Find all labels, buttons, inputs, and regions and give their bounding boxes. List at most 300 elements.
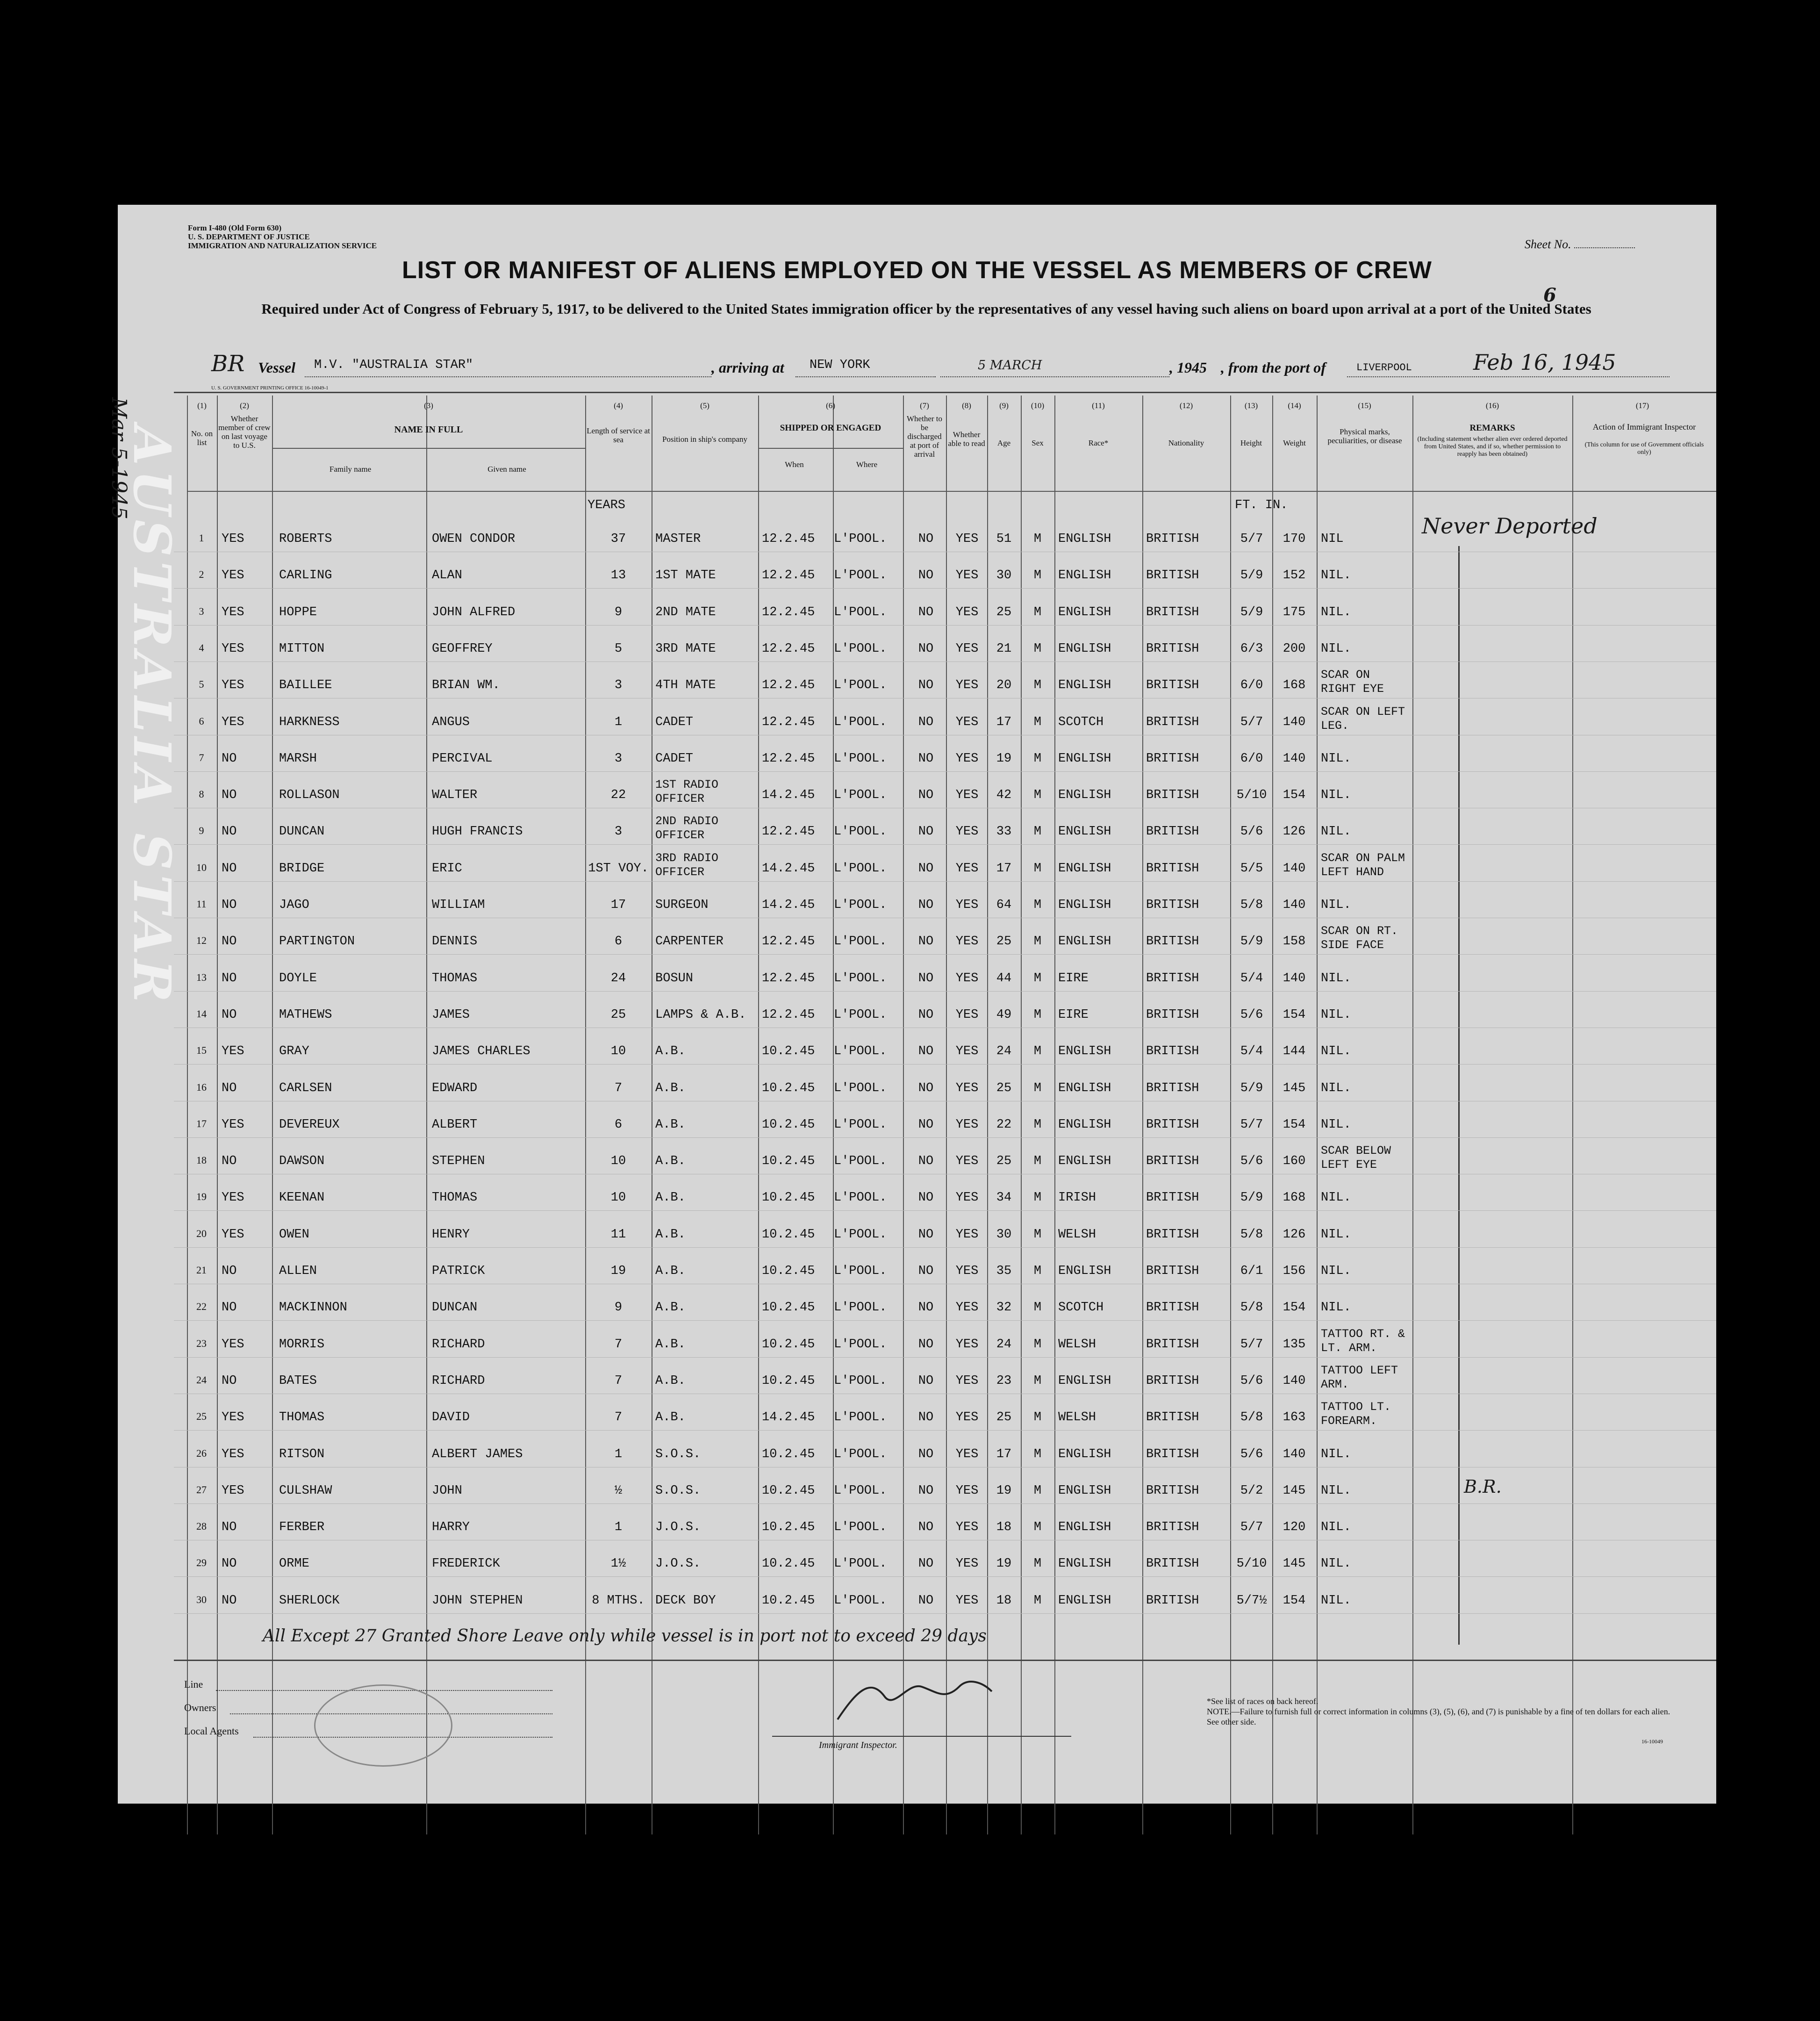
column-number: (3)	[424, 401, 433, 410]
cell-age: 19	[996, 1483, 1012, 1498]
cell-pos: 3RD RADIO OFFICER	[655, 851, 719, 879]
cell-read: YES	[955, 568, 979, 583]
cell-fam: CARLING	[279, 568, 332, 583]
sheet-number-field	[1525, 237, 1635, 252]
cell-dis: NO	[918, 935, 934, 949]
cell-race: ENGLISH	[1058, 532, 1111, 546]
cell-fam: ROBERTS	[279, 532, 332, 546]
cell-wt: 154	[1283, 788, 1306, 803]
cell-ht: 5/5	[1240, 861, 1263, 876]
column-number: (17)	[1635, 401, 1649, 410]
cell-wt: 168	[1283, 1191, 1306, 1205]
cell-v: YES	[222, 1410, 244, 1425]
column-number: (6)	[826, 401, 835, 410]
cell-fam: DEVEREUX	[279, 1117, 340, 1132]
cell-race: ENGLISH	[1058, 898, 1111, 912]
cell-race: ENGLISH	[1058, 751, 1111, 766]
cell-dis: NO	[918, 1593, 934, 1608]
cell-when: 10.2.45	[762, 1557, 815, 1571]
cell-v: NO	[222, 1007, 237, 1022]
form-code: 16-10049	[1641, 1738, 1663, 1745]
cell-ht: 6/0	[1240, 678, 1263, 693]
cell-phys: NIL.	[1321, 1007, 1351, 1022]
cell-phys: NIL.	[1321, 1264, 1351, 1278]
cell-wt: 154	[1283, 1593, 1306, 1608]
cell-wt: 140	[1283, 1374, 1306, 1388]
cell-wt: 126	[1283, 825, 1306, 839]
cell-sex: M	[1033, 861, 1042, 876]
cell-pos: A.B.	[655, 1154, 686, 1169]
cell-nat: BRITISH	[1146, 1557, 1199, 1571]
page-subtitle: Required under Act of Congress of February 5, 1917, to be delivered to the United States immigration officer by the representatives of any vessel having such aliens on board upon arrival at a port of the United States	[261, 301, 1591, 317]
cell-fam: KEENAN	[279, 1191, 325, 1205]
cell-fam: BRIDGE	[279, 861, 325, 876]
cell-wt: 160	[1283, 1154, 1306, 1169]
cell-n: 7	[199, 751, 204, 763]
cell-read: YES	[955, 971, 979, 985]
cell-when: 12.2.45	[762, 1007, 815, 1022]
cell-fam: GRAY	[279, 1044, 309, 1059]
ditto-line	[1458, 546, 1460, 1645]
row-rule	[174, 1320, 1716, 1321]
cell-ht: 5/7	[1240, 1520, 1263, 1535]
cell-wt: 126	[1283, 1227, 1306, 1242]
cell-age: 51	[996, 532, 1012, 546]
row-rule	[174, 588, 1716, 589]
cell-dis: NO	[918, 1301, 934, 1315]
cell-v: YES	[222, 641, 244, 656]
cell-v: YES	[222, 1227, 244, 1242]
cell-where: L'POOL.	[834, 715, 887, 729]
cell-fam: DUNCAN	[279, 825, 325, 839]
cell-phys: NIL.	[1321, 1081, 1351, 1095]
cell-svc: 1½	[610, 1557, 626, 1571]
cell-fam: MARSH	[279, 751, 317, 766]
cell-phys: NIL.	[1321, 825, 1351, 839]
column-number: (9)	[999, 401, 1009, 410]
cell-nat: BRITISH	[1146, 1410, 1199, 1425]
header-action: Action of Immigrant Inspector	[1592, 422, 1696, 432]
cell-wt: 140	[1283, 751, 1306, 766]
cell-pos: J.O.S.	[655, 1557, 701, 1571]
cell-n: 19	[196, 1191, 207, 1203]
vessel-info-line	[118, 350, 1716, 377]
cell-phys: NIL.	[1321, 1447, 1351, 1461]
cell-age: 30	[996, 568, 1012, 583]
cell-fam: BATES	[279, 1374, 317, 1388]
cell-sex: M	[1033, 935, 1042, 949]
cell-svc: 3	[614, 825, 623, 839]
cell-wt: 145	[1283, 1081, 1306, 1095]
header-able-to-read: Whether able to read	[948, 430, 985, 448]
cell-pos: SURGEON	[655, 898, 709, 912]
vessel-flag: BR	[211, 351, 245, 377]
cell-where: L'POOL.	[834, 1447, 887, 1461]
cell-age: 19	[996, 751, 1012, 766]
cell-read: YES	[955, 1007, 979, 1022]
cell-svc: 1ST VOY.	[588, 861, 649, 876]
cell-read: YES	[955, 788, 979, 803]
cell-giv: ALAN	[432, 568, 462, 583]
cell-n: 8	[199, 788, 204, 800]
cell-giv: FREDERICK	[432, 1557, 500, 1571]
cell-read: YES	[955, 1154, 979, 1169]
cell-v: YES	[222, 568, 244, 583]
vessel-label: Vessel	[258, 359, 295, 376]
cell-where: L'POOL.	[834, 1557, 887, 1571]
cell-phys: TATTOO RT. & LT. ARM.	[1321, 1327, 1405, 1355]
cell-when: 12.2.45	[762, 641, 815, 656]
cell-dis: NO	[918, 1557, 934, 1571]
cell-nat: BRITISH	[1146, 568, 1199, 583]
form-number: Form I-480 (Old Form 630)	[188, 223, 282, 232]
cell-giv: THOMAS	[432, 1191, 478, 1205]
cell-race: ENGLISH	[1058, 1374, 1111, 1388]
cell-fam: CULSHAW	[279, 1483, 332, 1498]
cell-dis: NO	[918, 1520, 934, 1535]
cell-sex: M	[1033, 1044, 1042, 1059]
cell-ht: 5/6	[1240, 1447, 1263, 1461]
column-number: (7)	[920, 401, 929, 410]
cell-nat: BRITISH	[1146, 861, 1199, 876]
cell-n: 1	[199, 532, 204, 544]
cell-race: ENGLISH	[1058, 1557, 1111, 1571]
cell-svc: 9	[614, 1301, 623, 1315]
cell-age: 24	[996, 1337, 1012, 1352]
column-divider	[217, 396, 218, 1834]
column-divider	[1572, 396, 1573, 1834]
cell-giv: JAMES CHARLES	[432, 1044, 530, 1059]
year-label: , 1945	[1169, 359, 1207, 376]
cell-svc: 13	[610, 568, 626, 583]
cell-age: 18	[996, 1520, 1012, 1535]
cell-sex: M	[1033, 751, 1042, 766]
cell-dis: NO	[918, 1483, 934, 1498]
cell-fam: JAGO	[279, 898, 309, 912]
cell-fam: HOPPE	[279, 605, 317, 619]
cell-when: 12.2.45	[762, 971, 815, 985]
cell-v: YES	[222, 1483, 244, 1498]
cell-where: L'POOL.	[834, 1301, 887, 1315]
cell-phys: NIL.	[1321, 568, 1351, 583]
row-rule	[174, 1503, 1716, 1504]
printer-note: U. S. GOVERNMENT PRINTING OFFICE 16-10049-1	[211, 385, 329, 391]
cell-ht: 5/6	[1240, 1374, 1263, 1388]
cell-giv: JOHN ALFRED	[432, 605, 516, 619]
row-rule	[174, 1576, 1716, 1577]
cell-age: 23	[996, 1374, 1012, 1388]
cell-nat: BRITISH	[1146, 788, 1199, 803]
cell-age: 44	[996, 971, 1012, 985]
cell-where: L'POOL.	[834, 788, 887, 803]
cell-dis: NO	[918, 1081, 934, 1095]
cell-where: L'POOL.	[834, 1520, 887, 1535]
cell-race: ENGLISH	[1058, 1081, 1111, 1095]
cell-ht: 5/10	[1236, 788, 1267, 803]
cell-read: YES	[955, 1337, 979, 1352]
cell-ht: 5/6	[1240, 825, 1263, 839]
cell-n: 5	[199, 678, 204, 690]
header-sex: Sex	[1032, 439, 1044, 447]
cell-nat: BRITISH	[1146, 1154, 1199, 1169]
cell-sex: M	[1033, 1007, 1042, 1022]
header-action-sub: (This column for use of Government officials only)	[1584, 441, 1704, 456]
cell-nat: BRITISH	[1146, 825, 1199, 839]
cell-age: 18	[996, 1593, 1012, 1608]
cell-read: YES	[955, 861, 979, 876]
cell-svc: 3	[614, 751, 623, 766]
cell-pos: A.B.	[655, 1410, 686, 1425]
cell-dis: NO	[918, 1007, 934, 1022]
header-position: Position in ship's company	[662, 435, 748, 444]
cell-fam: CARLSEN	[279, 1081, 332, 1095]
sheet-label: Sheet No.	[1525, 237, 1571, 251]
cell-giv: JAMES	[432, 1007, 470, 1022]
cell-sex: M	[1033, 788, 1042, 803]
cell-wt: 170	[1283, 532, 1306, 546]
arrival-port: NEW YORK	[810, 358, 870, 372]
cell-when: 10.2.45	[762, 1301, 815, 1315]
departure-port: LIVERPOOL	[1356, 362, 1412, 374]
cell-n: 24	[196, 1374, 207, 1386]
cell-svc: 7	[614, 1337, 623, 1352]
header-discharged: Whether to be discharged at port of arrival	[907, 414, 942, 459]
cell-where: L'POOL.	[834, 1044, 887, 1059]
column-number: (4)	[614, 401, 623, 410]
cell-phys: NIL.	[1321, 971, 1351, 985]
cell-where: L'POOL.	[834, 1374, 887, 1388]
cell-when: 14.2.45	[762, 898, 815, 912]
cell-wt: 154	[1283, 1117, 1306, 1132]
cell-race: ENGLISH	[1058, 1483, 1111, 1498]
cell-v: YES	[222, 1447, 244, 1461]
cell-svc: 3	[614, 678, 623, 693]
cell-nat: BRITISH	[1146, 1264, 1199, 1278]
cell-where: L'POOL.	[834, 1154, 887, 1169]
height-unit: FT. IN.	[1235, 498, 1288, 512]
row-rule	[174, 625, 1716, 626]
column-divider	[1054, 396, 1055, 1834]
cell-pos: A.B.	[655, 1117, 686, 1132]
cell-age: 17	[996, 861, 1012, 876]
cell-n: 13	[196, 971, 207, 983]
cell-race: SCOTCH	[1058, 1301, 1104, 1315]
cell-where: L'POOL.	[834, 898, 887, 912]
cell-phys: NIL.	[1321, 641, 1351, 656]
cell-v: NO	[222, 788, 237, 803]
cell-when: 10.2.45	[762, 1264, 815, 1278]
cell-n: 6	[199, 715, 204, 727]
cell-giv: WILLIAM	[432, 898, 485, 912]
cell-read: YES	[955, 1410, 979, 1425]
cell-n: 22	[196, 1301, 207, 1313]
cell-svc: 5	[614, 641, 623, 656]
cell-giv: ERIC	[432, 861, 462, 876]
cell-age: 25	[996, 935, 1012, 949]
cell-fam: DAWSON	[279, 1154, 325, 1169]
cell-wt: 156	[1283, 1264, 1306, 1278]
cell-where: L'POOL.	[834, 1483, 887, 1498]
column-divider	[272, 396, 273, 1834]
cell-fam: HARKNESS	[279, 715, 340, 729]
cell-dis: NO	[918, 605, 934, 619]
cell-svc: 25	[610, 1007, 626, 1022]
cell-sex: M	[1033, 1264, 1042, 1278]
cell-nat: BRITISH	[1146, 1007, 1199, 1022]
cell-phys: NIL.	[1321, 1044, 1351, 1059]
cell-n: 18	[196, 1154, 207, 1166]
cell-pos: A.B.	[655, 1191, 686, 1205]
cell-dis: NO	[918, 1337, 934, 1352]
cell-where: L'POOL.	[834, 678, 887, 693]
cell-dis: NO	[918, 825, 934, 839]
cell-phys: NIL.	[1321, 605, 1351, 619]
cell-n: 29	[196, 1557, 207, 1569]
cell-dis: NO	[918, 861, 934, 876]
cell-where: L'POOL.	[834, 751, 887, 766]
cell-read: YES	[955, 1557, 979, 1571]
cell-sex: M	[1033, 971, 1042, 985]
column-number: (5)	[700, 401, 709, 410]
cell-race: ENGLISH	[1058, 935, 1111, 949]
cell-n: 11	[196, 898, 207, 910]
cell-where: L'POOL.	[834, 861, 887, 876]
cell-ht: 5/4	[1240, 971, 1263, 985]
cell-when: 12.2.45	[762, 532, 815, 546]
cell-sex: M	[1033, 1337, 1042, 1352]
cell-dis: NO	[918, 898, 934, 912]
cell-where: L'POOL.	[834, 1117, 887, 1132]
column-divider	[1230, 396, 1231, 1834]
cell-pos: 1ST MATE	[655, 568, 716, 583]
cell-v: NO	[222, 1081, 237, 1095]
cell-sex: M	[1033, 532, 1042, 546]
cell-nat: BRITISH	[1146, 641, 1199, 656]
cell-phys: NIL.	[1321, 1593, 1351, 1608]
cell-age: 25	[996, 1154, 1012, 1169]
cell-ht: 6/1	[1240, 1264, 1263, 1278]
cell-phys: SCAR ON RT. SIDE FACE	[1321, 924, 1398, 952]
cell-n: 23	[196, 1337, 207, 1349]
cell-n: 25	[196, 1410, 207, 1423]
footnote	[1207, 1696, 1674, 1727]
cell-ht: 5/7	[1240, 532, 1263, 546]
cell-pos: 1ST RADIO OFFICER	[655, 778, 719, 806]
cell-giv: ALBERT JAMES	[432, 1447, 523, 1461]
cell-ht: 5/8	[1240, 898, 1263, 912]
cell-v: NO	[222, 935, 237, 949]
cell-fam: OWEN	[279, 1227, 309, 1242]
cell-sex: M	[1033, 1117, 1042, 1132]
cell-ht: 5/9	[1240, 605, 1263, 619]
cell-svc: 6	[614, 1117, 623, 1132]
cell-giv: THOMAS	[432, 971, 478, 985]
arriving-label: , arriving at	[711, 359, 784, 376]
agent-stamp	[314, 1684, 452, 1767]
remark-row-1: Never Deported	[1422, 513, 1598, 539]
cell-v: NO	[222, 898, 237, 912]
cell-giv: HARRY	[432, 1520, 470, 1535]
cell-giv: ALBERT	[432, 1117, 478, 1132]
cell-fam: MATHEWS	[279, 1007, 332, 1022]
cell-phys: NIL.	[1321, 1483, 1351, 1498]
cell-where: L'POOL.	[834, 568, 887, 583]
cell-nat: BRITISH	[1146, 1191, 1199, 1205]
cell-ht: 5/9	[1240, 568, 1263, 583]
cell-ht: 6/0	[1240, 751, 1263, 766]
cell-nat: BRITISH	[1146, 935, 1199, 949]
cell-age: 64	[996, 898, 1012, 912]
cell-giv: JOHN STEPHEN	[432, 1593, 523, 1608]
cell-dis: NO	[918, 715, 934, 729]
cell-pos: MASTER	[655, 532, 701, 546]
cell-age: 30	[996, 1227, 1012, 1242]
cell-ht: 5/8	[1240, 1227, 1263, 1242]
cell-dis: NO	[918, 1117, 934, 1132]
from-port-label: , from the port of	[1221, 359, 1326, 376]
cell-age: 17	[996, 1447, 1012, 1461]
cell-nat: BRITISH	[1146, 751, 1199, 766]
cell-fam: ALLEN	[279, 1264, 317, 1278]
cell-dis: NO	[918, 641, 934, 656]
cell-pos: DECK BOY	[655, 1593, 716, 1608]
header-weight: Weight	[1283, 439, 1306, 447]
cell-sex: M	[1033, 1154, 1042, 1169]
footer-line-label: Line	[184, 1678, 203, 1690]
cell-where: L'POOL.	[834, 1593, 887, 1608]
cell-pos: S.O.S.	[655, 1447, 701, 1461]
cell-pos: CADET	[655, 715, 694, 729]
cell-pos: 3RD MATE	[655, 641, 716, 656]
column-number: (15)	[1358, 401, 1371, 410]
header-prev-voyage: Whether member of crew on last voyage to U.S.	[218, 414, 271, 450]
cell-v: NO	[222, 971, 237, 985]
cell-v: NO	[222, 825, 237, 839]
cell-pos: CARPENTER	[655, 935, 724, 949]
cell-wt: 168	[1283, 678, 1306, 693]
row-rule	[174, 1247, 1716, 1248]
cell-svc: 24	[610, 971, 626, 985]
cell-svc: 9	[614, 605, 623, 619]
header-age: Age	[997, 439, 1011, 447]
cell-when: 10.2.45	[762, 1337, 815, 1352]
cell-phys: NIL.	[1321, 788, 1351, 803]
cell-phys: NIL.	[1321, 898, 1351, 912]
date-underline	[940, 376, 1169, 377]
cell-when: 10.2.45	[762, 1117, 815, 1132]
column-number: (12)	[1179, 401, 1193, 410]
footer-agents-label: Local Agents	[184, 1725, 239, 1737]
cell-race: ENGLISH	[1058, 861, 1111, 876]
cell-n: 14	[196, 1007, 207, 1020]
cell-pos: A.B.	[655, 1081, 686, 1095]
column-number: (16)	[1485, 401, 1499, 410]
cell-sex: M	[1033, 678, 1042, 693]
cell-race: ENGLISH	[1058, 641, 1111, 656]
cell-ht: 5/6	[1240, 1007, 1263, 1022]
cell-nat: BRITISH	[1146, 1301, 1199, 1315]
cell-sex: M	[1033, 641, 1042, 656]
header-nationality: Nationality	[1168, 439, 1204, 447]
column-divider	[758, 396, 759, 1834]
cell-giv: GEOFFREY	[432, 641, 493, 656]
cell-pos: A.B.	[655, 1044, 686, 1059]
cell-v: YES	[222, 1117, 244, 1132]
cell-read: YES	[955, 1191, 979, 1205]
cell-n: 27	[196, 1483, 207, 1496]
cell-race: IRISH	[1058, 1191, 1096, 1205]
cell-age: 17	[996, 715, 1012, 729]
